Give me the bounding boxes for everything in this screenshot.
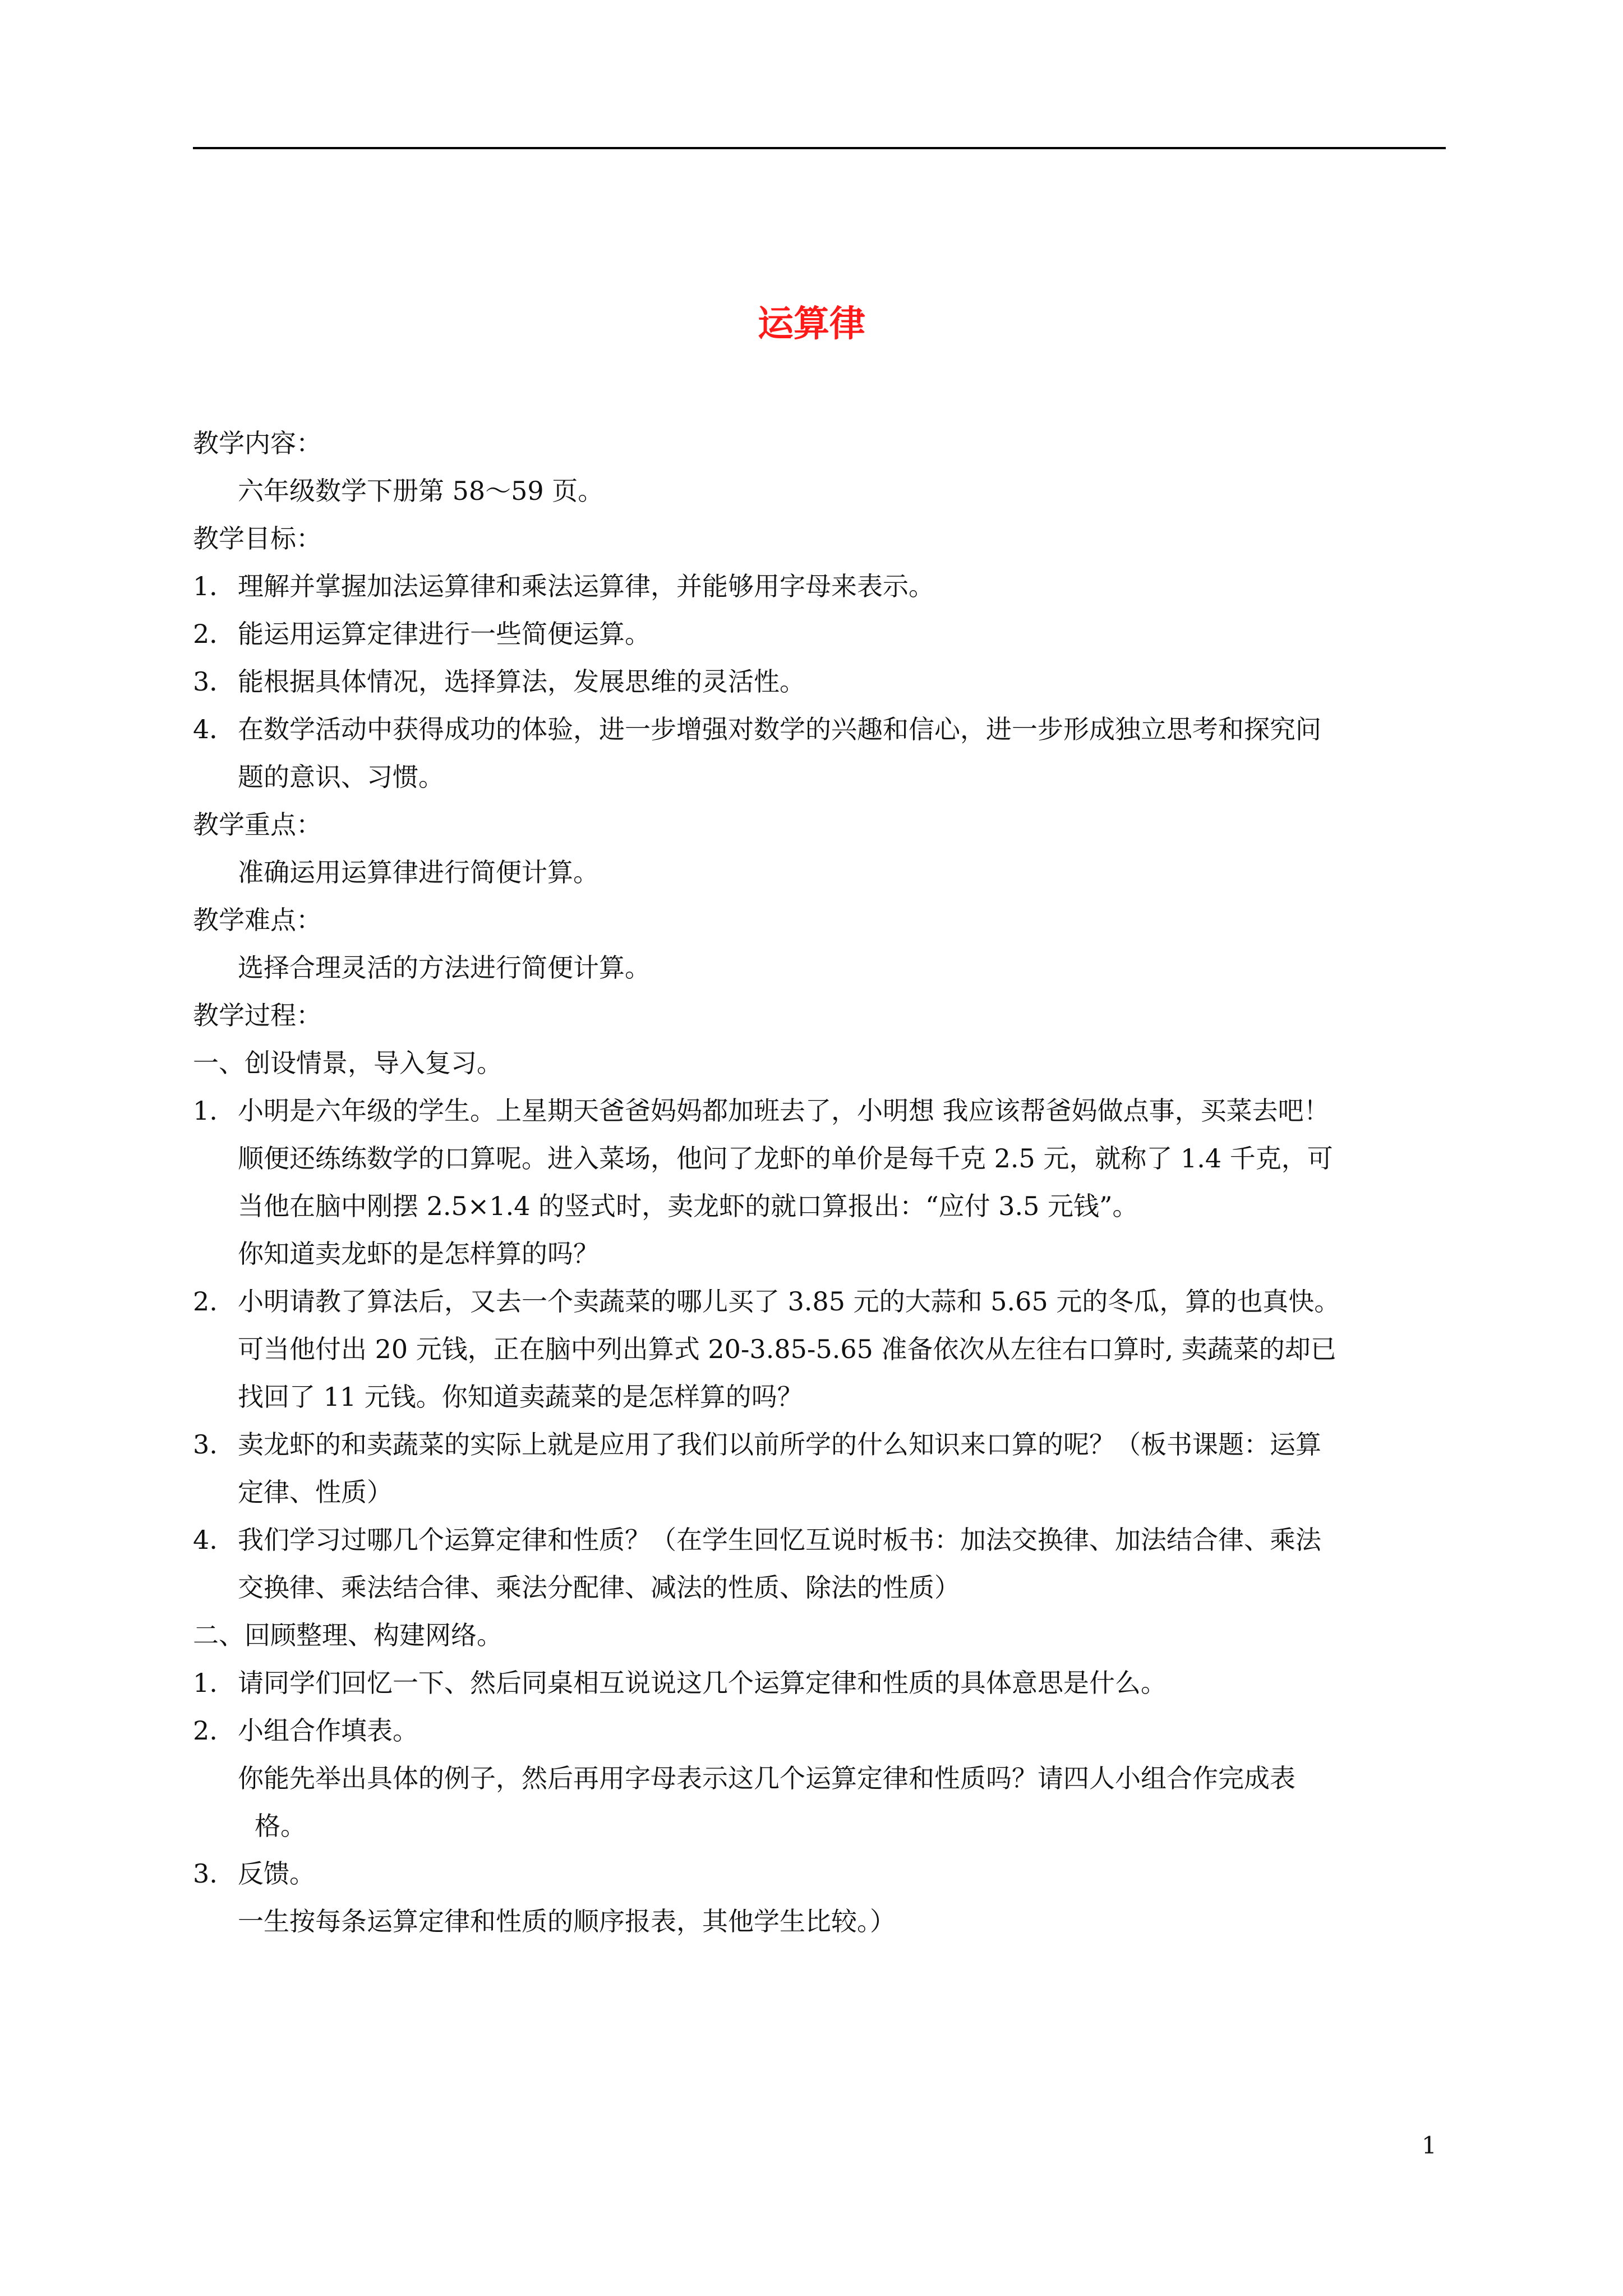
item-continuation: 定律、性质） xyxy=(238,1477,393,1507)
item-text: 小明是六年级的学生。上星期天爸爸妈妈都加班去了，小明想 我应该帮爸妈做点事，买菜去吧！ xyxy=(238,1096,1330,1126)
goal-item-3 xyxy=(193,658,1446,706)
page-number: 1 xyxy=(1422,2132,1437,2159)
document-body xyxy=(193,420,1446,1945)
part2-item-2 xyxy=(193,1707,1446,1755)
part1-item-2 xyxy=(193,1278,1446,1326)
goal-item-2 xyxy=(193,610,1446,658)
goal-text: 在数学活动中获得成功的体验，进一步增强对数学的兴趣和信心，进一步形成独立思考和探究问 xyxy=(238,714,1321,744)
goal-text: 能运用运算定律进行一些简便运算。 xyxy=(238,619,651,649)
goal-number: 3． xyxy=(193,666,236,697)
item-continuation: 你知道卖龙虾的是怎样算的吗？ xyxy=(238,1239,599,1269)
difficulty-text: 选择合理灵活的方法进行简便计算。 xyxy=(238,953,651,983)
item-text: 小明请教了算法后，又去一个卖蔬菜的哪儿买了 3.85 元的大蒜和 5.65 元的冬瓜，算的也真快。 xyxy=(238,1286,1340,1317)
goal-text: 理解并掌握加法运算律和乘法运算律，并能够用字母来表示。 xyxy=(238,571,934,601)
part2-item-1 xyxy=(193,1659,1446,1707)
item-continuation: 交换律、乘法结合律、乘法分配律、减法的性质、除法的性质） xyxy=(238,1572,960,1603)
difficulty-heading: 教学难点： xyxy=(193,905,322,935)
item-text: 小组合作填表。 xyxy=(238,1715,418,1746)
part1-item-1 xyxy=(193,1087,1446,1135)
item-continuation: 找回了 11 元钱。你知道卖蔬菜的是怎样算的吗？ xyxy=(238,1382,803,1412)
goal-text: 能根据具体情况，选择算法，发展思维的灵活性。 xyxy=(238,666,805,697)
item-sub-text: 你能先举出具体的例子，然后再用字母表示这几个运算定律和性质吗？请四人小组合作完成表 xyxy=(238,1763,1295,1793)
goal-item-4-continuation: 题的意识、习惯。 xyxy=(238,762,444,792)
goal-number: 4． xyxy=(193,714,236,744)
part1-heading: 一、创设情景，导入复习。 xyxy=(193,1048,502,1078)
content-text: 六年级数学下册第 58～59 页。 xyxy=(238,476,604,506)
item-number: 1. xyxy=(193,1096,218,1126)
header-rule xyxy=(193,147,1446,149)
item-continuation: 顺便还练练数学的口算呢。进入菜场，他问了龙虾的单价是每千克 2.5 元，就称了 1.4 千克，可 xyxy=(238,1143,1333,1174)
item-sub-continuation: 格。 xyxy=(255,1811,306,1841)
part2-item-3 xyxy=(193,1850,1446,1898)
part2-heading: 二、回顾整理、构建网络。 xyxy=(193,1620,502,1650)
item-continuation: 可当他付出 20 元钱，正在脑中列出算式 20-3.85-5.65 准备依次从左往右口算时, 卖蔬菜的却已 xyxy=(238,1334,1336,1364)
page-title: 运算律 xyxy=(758,303,865,345)
item-number: 3. xyxy=(193,1858,218,1889)
item-text: 请同学们回忆一下、然后同桌相互说说这几个运算定律和性质的具体意思是什么。 xyxy=(238,1668,1166,1698)
goals-heading: 教学目标： xyxy=(193,523,322,554)
item-number: 2. xyxy=(193,1715,218,1746)
key-text: 准确运用运算律进行简便计算。 xyxy=(238,857,599,887)
item-sub-text: 一生按每条运算定律和性质的顺序报表，其他学生比较。） xyxy=(238,1906,896,1936)
process-heading: 教学过程： xyxy=(193,1000,322,1030)
goal-item-1 xyxy=(193,563,1446,610)
content-heading: 教学内容： xyxy=(193,428,322,458)
item-number: 1. xyxy=(193,1668,218,1698)
item-number: 2. xyxy=(193,1286,218,1317)
item-text: 卖龙虾的和卖蔬菜的实际上就是应用了我们以前所学的什么知识来口算的呢？（板书课题：运算 xyxy=(238,1429,1321,1460)
item-continuation: 当他在脑中刚摆 2.5×1.4 的竖式时，卖龙虾的就口算报出：“应付 3.5 元钱”。 xyxy=(238,1191,1138,1221)
item-text: 反馈。 xyxy=(238,1858,315,1889)
goal-number: 2． xyxy=(193,619,236,649)
goal-number: 1． xyxy=(193,571,236,601)
goal-item-4 xyxy=(193,706,1446,753)
item-number: 3. xyxy=(193,1429,218,1460)
item-number: 4. xyxy=(193,1525,218,1555)
part1-item-3 xyxy=(193,1421,1446,1469)
key-heading: 教学重点： xyxy=(193,809,322,840)
item-text: 我们学习过哪几个运算定律和性质？（在学生回忆互说时板书：加法交换律、加法结合律、乘法 xyxy=(238,1525,1321,1555)
part1-item-4 xyxy=(193,1516,1446,1564)
